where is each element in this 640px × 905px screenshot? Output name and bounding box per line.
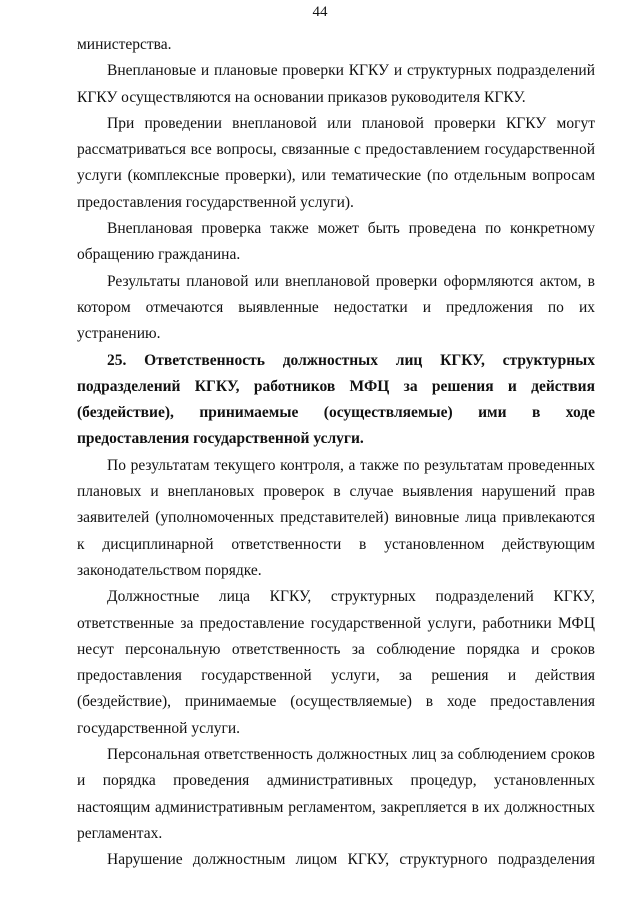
paragraph-official-regulations: Персональная ответственность должностных лиц за соблюдением сроков и порядка проведения административных процедур, установленных настоящим административным регламентом, закрепляется в их должностных регламентах. [77,746,595,842]
paragraph-inspection-basis: Внеплановые и плановые проверки КГКУ и структурных подразделений КГКУ осуществляются на основании приказов руководителя КГКУ. [77,62,595,106]
section-heading-25: 25. Ответственность должностных лиц КГКУ, структурных подразделений КГКУ, работников МФЦ за решения и действия (бездействие), принимаемые (осуществляемые) ими в ходе предоставления государственной услуги. [77,351,595,448]
paragraph-violation: Нарушение должностным лицом КГКУ, структурного подразделения [107,851,595,869]
paragraph-continuation: министерства. [77,36,172,53]
document-body [77,32,595,874]
page-number: 44 [312,4,328,20]
paragraph-disciplinary-liability: По результатам текущего контроля, а также по результатам проведенных плановых и внеплановых проверок в случае выявления нарушений прав заявителей (уполномоченных представителей) виновные лица привлекаются к дисциплинарной ответственности в установленном действующим законодательством порядке. [77,456,595,579]
paragraph-unscheduled-inspection: Внеплановая проверка также может быть проведена по конкретному обращению гражданина. [77,220,595,264]
paragraph-inspection-scope: При проведении внеплановой или плановой проверки КГКУ могут рассматриваться все вопросы, связанные с предоставлением государственной услуги (комплексные проверки), или тематические (по отдельным вопросам предоставления государственной услуги). [77,114,595,211]
paragraph-inspection-results: Результаты плановой или внеплановой проверки оформляются актом, в котором отмечаются выявленные недостатки и предложения по их устранению. [77,272,595,343]
paragraph-personal-responsibility: Должностные лица КГКУ, структурных подразделений КГКУ, ответственные за предоставление государственной услуги, работники МФЦ несут персональную ответственность за соблюдение порядка и сроков предоставления государственной услуги, за решения и действия (бездействие), принимаемые (осуществляемые) в ходе предоставления государственной услуги. [77,588,595,737]
